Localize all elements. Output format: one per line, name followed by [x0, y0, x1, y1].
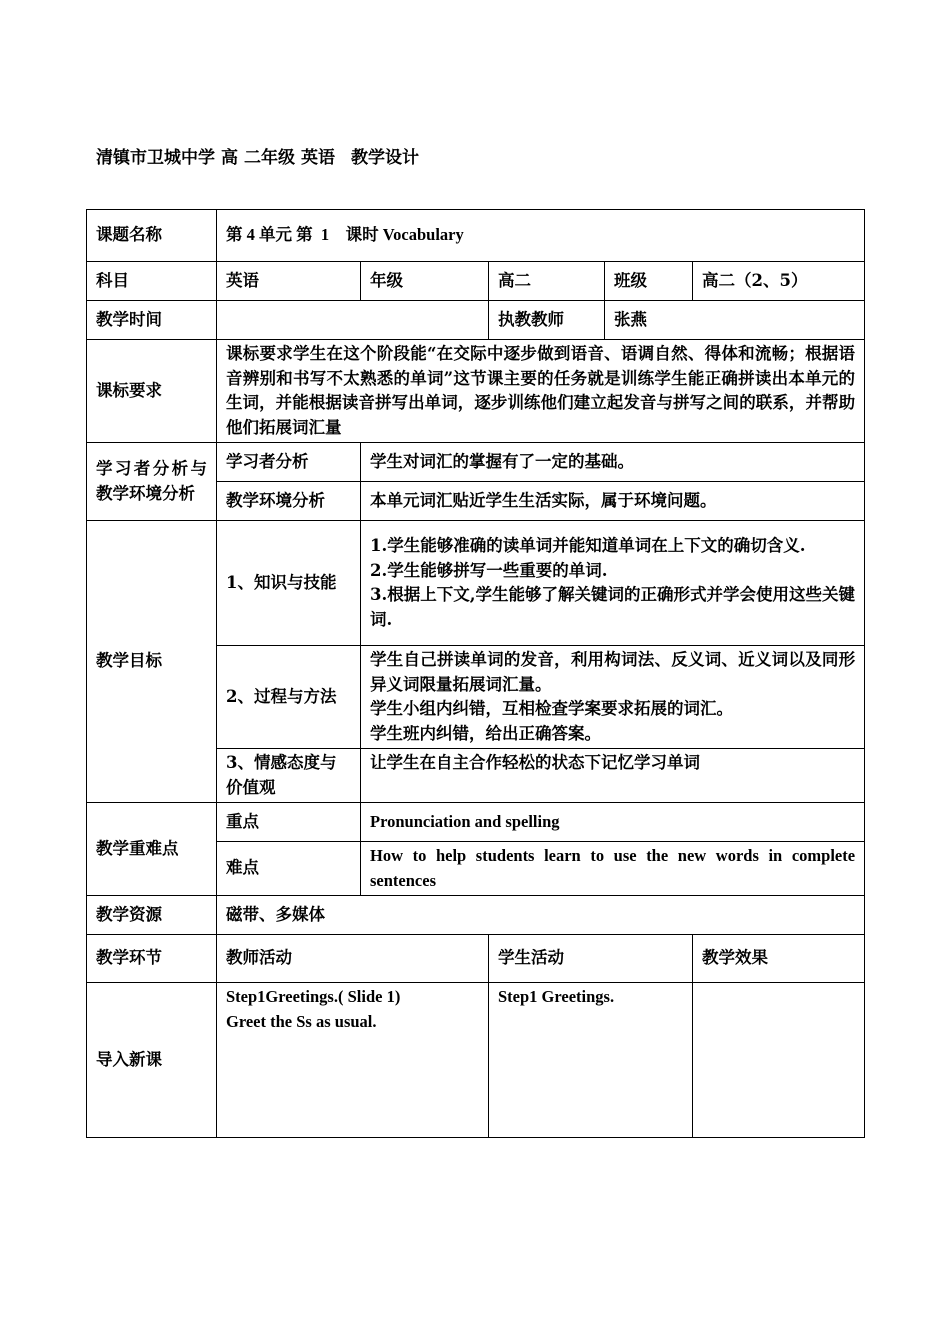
intro-teacher-activity — [217, 983, 489, 1138]
teacher-value: 张燕 — [605, 301, 865, 340]
intro-teacher-line: Step1Greetings.( Slide 1) — [226, 987, 401, 1006]
grade-label: 年级 — [361, 262, 489, 301]
page-header — [96, 143, 425, 168]
subject-label: 科目 — [87, 262, 217, 301]
goal2-line: 学生小组内纠错，互相检查学案要求拓展的词汇。 — [370, 699, 733, 718]
keypoints-label: 教学重难点 — [87, 803, 217, 896]
intro-teacher-line: Greet the Ss as usual. — [226, 1011, 377, 1031]
goal1-line: 3.根据上下文,学生能够了解关键词的正确形式并学会使用这些关键词. — [370, 585, 856, 629]
learner-label: 学习者分析 — [217, 443, 361, 482]
row-stage-header — [87, 935, 865, 983]
subject-name: 英语 — [301, 148, 335, 168]
difficult-label: 难点 — [217, 842, 361, 896]
row-standard — [87, 340, 865, 443]
goal2-content — [361, 646, 865, 749]
student-activity-label: 学生活动 — [489, 935, 693, 983]
lesson-plan-table — [86, 209, 865, 1138]
grade-name: 二年级 — [244, 148, 295, 168]
learner-value: 学生对词汇的掌握有了一定的基础。 — [361, 443, 865, 482]
difficult-value: How to help students learn to use the new words in complete sentences — [361, 842, 865, 896]
school-name: 清镇市卫城中学 — [96, 148, 215, 168]
row-goal-1 — [87, 521, 865, 646]
grade-prefix: 高 — [221, 148, 238, 168]
standard-value: 课标要求学生在这个阶段能“在交际中逐步做到语音、语调自然、得体和流畅；根据语音辨别和书写不太熟悉的单词”这节课主要的任务就是训练学生能正确拼读出本单元的生词，并能根据读音拼写出单词，逐步训练他们建立起发音与拼写之间的联系，并帮助他们拓展词汇量 — [217, 340, 865, 443]
env-label: 教学环境分析 — [217, 482, 361, 521]
class-label: 班级 — [605, 262, 693, 301]
key-label: 重点 — [217, 803, 361, 842]
resources-label: 教学资源 — [87, 896, 217, 935]
goal3-value: 让学生在自主合作轻松的状态下记忆学习单词 — [361, 749, 865, 803]
intro-student-activity: Step1 Greetings. — [489, 983, 693, 1138]
doc-type: 教学设计 — [351, 148, 419, 168]
env-value: 本单元词汇贴近学生生活实际，属于环境问题。 — [361, 482, 865, 521]
key-value: Pronunciation and spelling — [361, 803, 865, 842]
resources-value: 磁带、多媒体 — [217, 896, 865, 935]
row-intro — [87, 983, 865, 1138]
row-learner — [87, 443, 865, 482]
row-key-point — [87, 803, 865, 842]
goal2-line: 学生自己拼读单词的发音，利用构词法、反义词、近义词以及同形异义词限量拓展词汇量。 — [370, 650, 856, 694]
time-value — [217, 301, 489, 340]
stage-label: 教学环节 — [87, 935, 217, 983]
row-subject — [87, 262, 865, 301]
standard-label: 课标要求 — [87, 340, 217, 443]
goal2-label: 2、过程与方法 — [217, 646, 361, 749]
analysis-label: 学习者分析与教学环境分析 — [87, 443, 217, 521]
class-value: 高二（2、5） — [693, 262, 865, 301]
teacher-activity-label: 教师活动 — [217, 935, 489, 983]
intro-label: 导入新课 — [87, 983, 217, 1138]
row-topic — [87, 210, 865, 262]
goal3-label: 3、情感态度与价值观 — [217, 749, 361, 803]
subject-value: 英语 — [217, 262, 361, 301]
goal1-line: 1.学生能够准确的读单词并能知道单词在上下文的确切含义. — [370, 536, 806, 555]
row-resources — [87, 896, 865, 935]
effect-label: 教学效果 — [693, 935, 865, 983]
row-time — [87, 301, 865, 340]
goal1-label: 1、知识与技能 — [217, 521, 361, 646]
goal1-line: 2.学生能够拼写一些重要的单词. — [370, 560, 608, 580]
topic-value: 第 4 单元 第 1 课时 Vocabulary — [217, 210, 865, 262]
teacher-label: 执教教师 — [489, 301, 605, 340]
time-label: 教学时间 — [87, 301, 217, 340]
goal2-line: 学生班内纠错，给出正确答案。 — [370, 723, 601, 743]
goal1-content — [361, 521, 865, 646]
intro-effect — [693, 983, 865, 1138]
topic-label: 课题名称 — [87, 210, 217, 262]
grade-value: 高二 — [489, 262, 605, 301]
goals-label: 教学目标 — [87, 521, 217, 803]
